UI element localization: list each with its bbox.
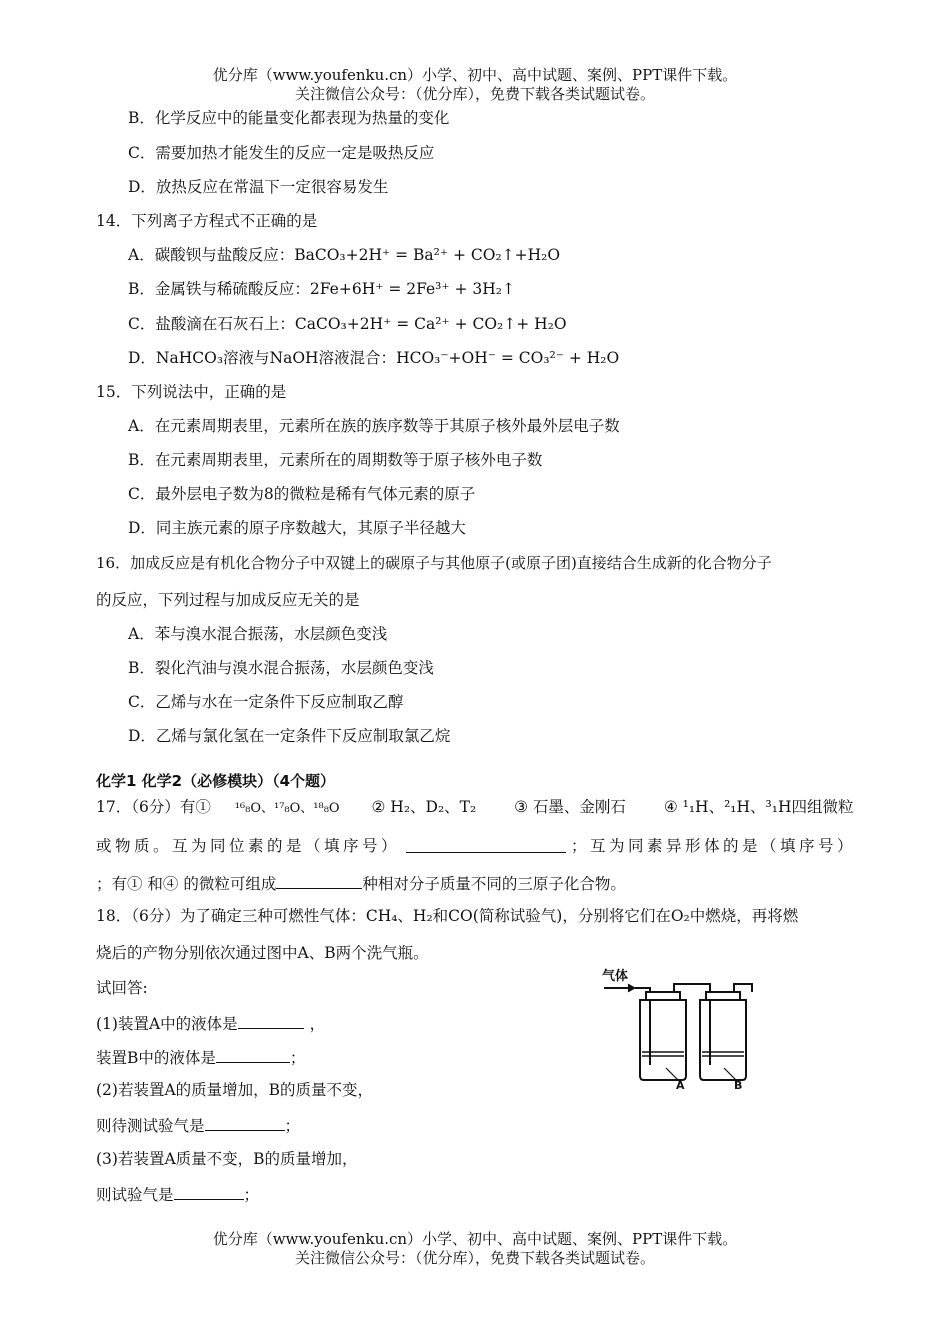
header-line-1: 优分库（www.youfenku.cn）小学、初中、高中试题、案例、PPT课件下载。 (212, 66, 738, 84)
q17-intro: 17．（6分）有① (96, 798, 211, 816)
q18-part-3a: (3)若装置A质量不变，B的质量增加， (96, 1150, 358, 1168)
q14-option-a-eq: BaCO₃+2H⁺ = Ba²⁺ + CO₂↑+H₂O (294, 246, 561, 264)
q17-isotope-blank[interactable] (406, 836, 566, 853)
q18-part-1a-tail: ， (309, 1015, 326, 1033)
bottle-a (640, 1000, 686, 1080)
q16-option-b: B．裂化汽油与溴水混合振荡，水层颜色变浅 (128, 659, 434, 677)
q16-option-c: C．乙烯与水在一定条件下反应制取乙醇 (128, 693, 404, 711)
q18-part-1b (96, 1046, 305, 1068)
header-line-2: 关注微信公众号：（优分库），免费下载各类试题试卷。 (294, 85, 655, 103)
q14-option-c-eq: CaCO₃+2H⁺ = Ca²⁺ + CO₂↑+ H₂O (294, 315, 567, 333)
label-b: B (734, 1079, 743, 1090)
q13-option-c: C．需要加热才能发生的反应一定是吸热反应 (128, 144, 435, 162)
q15-option-c: C．最外层电子数为8的微粒是稀有气体元素的原子 (128, 485, 476, 503)
bottle-b (700, 1000, 746, 1080)
q18-part-3b-prompt: 则试验气是 (96, 1186, 174, 1204)
q15-stem: 15．下列说法中，正确的是 (96, 383, 287, 401)
q14-option-c (128, 314, 567, 334)
q14-stem: 14．下列离子方程式不正确的是 (96, 212, 318, 230)
q18-ask: 试回答: (96, 979, 148, 997)
q18-part-2b (96, 1114, 300, 1136)
q18-stem-line-2: 烧后的产物分别依次通过图中A、B两个洗气瓶。 (96, 944, 429, 962)
q17-combination-tail: 种相对分子质量不同的三原子化合物。 (362, 875, 626, 893)
q18-gas-3-blank[interactable] (174, 1183, 244, 1200)
q18-part-1a (96, 1012, 325, 1034)
q15-option-a: A．在元素周期表里，元素所在族的族序数等于其原子核外最外层电子数 (128, 417, 620, 435)
q17-line-1 (96, 797, 853, 819)
q14-option-b-label: B．金属铁与稀硫酸反应： (128, 280, 310, 298)
q18-gas-2-blank[interactable] (205, 1114, 285, 1131)
q17-group-2: ② H₂、D₂、T₂ (371, 798, 477, 816)
q17-line-2 (96, 836, 856, 856)
q18-part-2b-prompt: 则待测试验气是 (96, 1117, 205, 1135)
q17-combination-prompt: ；有① 和④ 的微粒可组成 (96, 875, 277, 893)
q17-isotope-prompt: 或物质。互为同位素的是（填序号） (96, 837, 401, 855)
q15-option-b: B．在元素周期表里，元素所在的周期数等于原子核外电子数 (128, 451, 543, 469)
q14-option-d-label: D．NaHCO₃溶液与NaOH溶液混合： (128, 349, 397, 367)
q18-part-3b (96, 1183, 259, 1205)
footer-line-1: 优分库（www.youfenku.cn）小学、初中、高中试题、案例、PPT课件下载。 (212, 1230, 738, 1248)
q16-option-a: A．苯与溴水混合振荡，水层颜色变浅 (128, 625, 388, 643)
q18-part-1b-tail: ； (289, 1049, 306, 1067)
q14-option-b (128, 279, 515, 299)
q18-part-1b-prompt: 装置B中的液体是 (96, 1049, 216, 1067)
q14-option-a (128, 245, 560, 265)
q16-option-d: D．乙烯与氯化氢在一定条件下反应制取氯乙烷 (128, 727, 451, 745)
q18-part-1a-prompt: (1)装置A中的液体是 (96, 1015, 238, 1033)
bottle-b-stopper (706, 992, 740, 1000)
q18-part-2a: (2)若装置A的质量增加，B的质量不变， (96, 1081, 374, 1099)
q17-line-3 (96, 872, 626, 894)
q16-stem-line-2: 的反应，下列过程与加成反应无关的是 (96, 591, 360, 609)
bottle-a-stopper (646, 992, 680, 1000)
q17-group-4: ④ ¹₁H、²₁H、³₁H四组微粒 (663, 798, 854, 816)
q17-group-1: ¹⁶₈O、¹⁷₈O、¹⁸₈O (234, 801, 340, 816)
q18-part-2b-tail: ； (284, 1117, 301, 1135)
q17-combination-blank[interactable] (276, 872, 362, 889)
gas-label: 气体 (602, 969, 629, 984)
q18-part-3b-tail: ； (243, 1186, 260, 1204)
section-heading: 化学1 化学2（必修模块）（4个题） (96, 772, 336, 790)
q16-stem-line-1: 16．加成反应是有机化合物分子中双键上的碳原子与其他原子(或原子团)直接结合生成新的化合物分子 (96, 554, 772, 572)
q13-option-b: B．化学反应中的能量变化都表现为热量的变化 (128, 109, 450, 127)
q13-option-d: D．放热反应在常温下一定很容易发生 (128, 178, 389, 196)
q18-liquid-b-blank[interactable] (216, 1046, 290, 1063)
q15-option-d: D．同主族元素的原子序数越大，其原子半径越大 (128, 519, 466, 537)
q14-option-d-eq: HCO₃⁻+OH⁻ = CO₃²⁻ + H₂O (396, 349, 620, 367)
footer-line-2: 关注微信公众号：（优分库），免费下载各类试题试卷。 (294, 1249, 655, 1267)
q14-option-b-eq: 2Fe+6H⁺ = 2Fe³⁺ + 3H₂↑ (309, 280, 515, 298)
q18-stem-line-1: 18．（6分）为了确定三种可燃性气体：CH₄、H₂和CO(简称试验气)，分别将它们在O₂中燃烧，再将燃 (96, 907, 799, 925)
q17-group-3: ③ 石墨、金刚石 (514, 798, 626, 816)
q18-liquid-a-blank[interactable] (238, 1012, 304, 1029)
label-a: A (676, 1079, 685, 1090)
q14-option-a-label: A．碳酸钡与盐酸反应： (128, 246, 295, 264)
q14-option-d (128, 348, 619, 368)
q14-option-c-label: C．盐酸滴在石灰石上： (128, 315, 295, 333)
gas-washing-bottles-figure (600, 968, 770, 1090)
q17-allotrope-prompt: ；互为同素异形体的是（填序号） (570, 837, 856, 855)
